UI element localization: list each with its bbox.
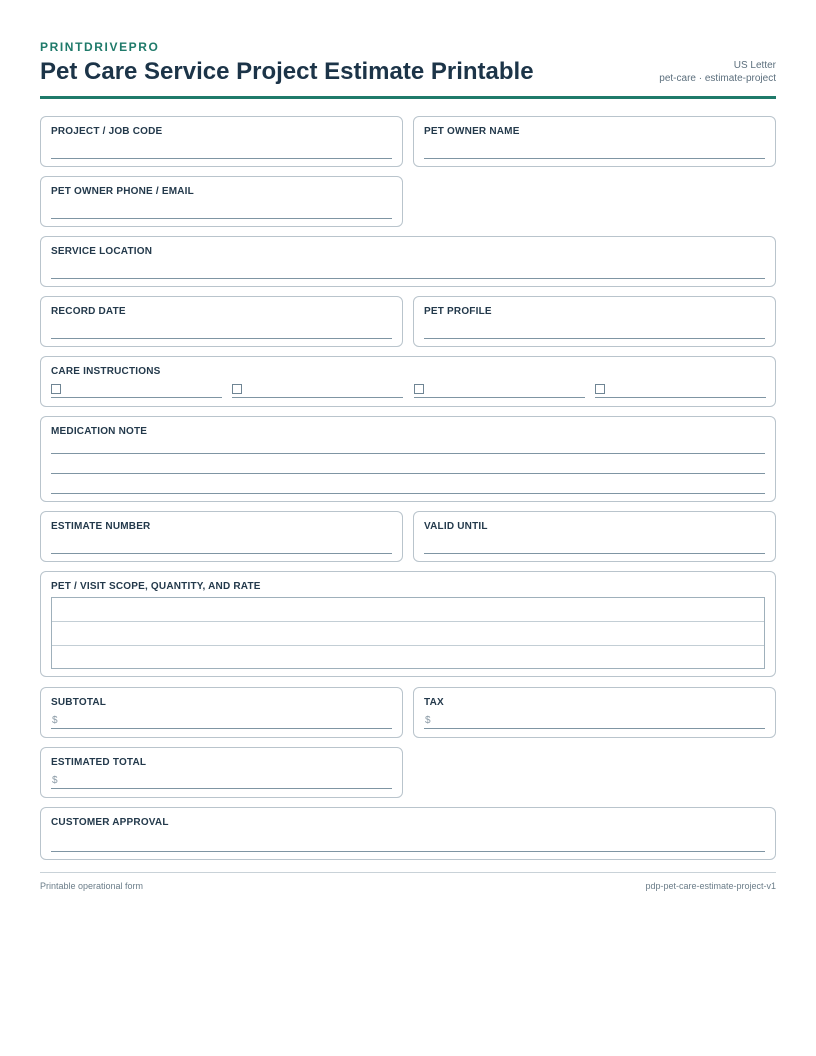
field-label: PET OWNER NAME (424, 126, 520, 137)
care-option-3[interactable] (414, 384, 585, 398)
field-label: VALID UNTIL (424, 521, 488, 532)
estimate-number-field (40, 511, 403, 562)
record-date-input-line[interactable] (51, 338, 392, 339)
project-job-code-input-line[interactable] (51, 158, 392, 159)
tax-input-line[interactable] (424, 728, 765, 729)
field-label: SUBTOTAL (51, 697, 107, 708)
valid-until-input-line[interactable] (424, 553, 765, 554)
care-option-2[interactable] (232, 384, 403, 398)
paper-size: US Letter (733, 60, 776, 71)
page-title: Pet Care Service Project Estimate Printable (40, 58, 534, 85)
medication-note-line-2[interactable] (51, 473, 765, 474)
tax-field (413, 687, 776, 738)
customer-approval-field (40, 807, 776, 860)
checkbox[interactable] (595, 384, 605, 394)
checkbox[interactable] (232, 384, 242, 394)
currency-symbol: $ (52, 715, 58, 726)
record-date-field (40, 296, 403, 347)
brand-name: PRINTDRIVEPRO (40, 40, 160, 54)
service-location-input-line[interactable] (51, 278, 765, 279)
footer-divider (40, 872, 776, 873)
scope-table-field (40, 571, 776, 677)
care-option-1[interactable] (51, 384, 222, 398)
field-label: CUSTOMER APPROVAL (51, 817, 169, 828)
medication-note-field (40, 416, 776, 502)
medication-note-line-1[interactable] (51, 453, 765, 454)
field-label: MEDICATION NOTE (51, 426, 148, 437)
project-job-code-field (40, 116, 403, 167)
form-id: pdp-pet-care-estimate-project-v1 (645, 881, 776, 891)
checkbox[interactable] (51, 384, 61, 394)
checkbox[interactable] (414, 384, 424, 394)
pet-profile-input-line[interactable] (424, 338, 765, 339)
customer-approval-signature-line[interactable] (51, 851, 765, 852)
form-tags: pet-care · estimate-project (659, 73, 776, 84)
medication-note-line-3[interactable] (51, 493, 765, 494)
service-location-field (40, 236, 776, 287)
scope-table-grid[interactable] (51, 597, 765, 669)
footer-description: Printable operational form (40, 881, 144, 891)
table-row-divider (52, 645, 764, 646)
field-label: PET OWNER PHONE / EMAIL (51, 186, 194, 197)
field-label: ESTIMATE NUMBER (51, 521, 151, 532)
pet-profile-field (413, 296, 776, 347)
valid-until-field (413, 511, 776, 562)
currency-symbol: $ (425, 715, 431, 726)
field-label: PET / VISIT SCOPE, QUANTITY, AND RATE (51, 581, 261, 592)
pet-owner-name-field (413, 116, 776, 167)
field-label: PROJECT / JOB CODE (51, 126, 163, 137)
care-option-4[interactable] (595, 384, 766, 398)
subtotal-field (40, 687, 403, 738)
field-label: TAX (424, 697, 444, 708)
estimate-number-input-line[interactable] (51, 553, 392, 554)
estimated-total-input-line[interactable] (51, 788, 392, 789)
pet-owner-contact-field (40, 176, 403, 227)
field-label: CARE INSTRUCTIONS (51, 366, 161, 377)
care-instructions-field (40, 356, 776, 407)
pet-owner-name-input-line[interactable] (424, 158, 765, 159)
subtotal-input-line[interactable] (51, 728, 392, 729)
currency-symbol: $ (52, 775, 58, 786)
field-label: PET PROFILE (424, 306, 492, 317)
table-row-divider (52, 621, 764, 622)
field-label: SERVICE LOCATION (51, 246, 153, 257)
pet-owner-contact-input-line[interactable] (51, 218, 392, 219)
estimated-total-field (40, 747, 403, 798)
field-label: RECORD DATE (51, 306, 126, 317)
field-label: ESTIMATED TOTAL (51, 757, 147, 768)
header-divider (40, 96, 776, 99)
